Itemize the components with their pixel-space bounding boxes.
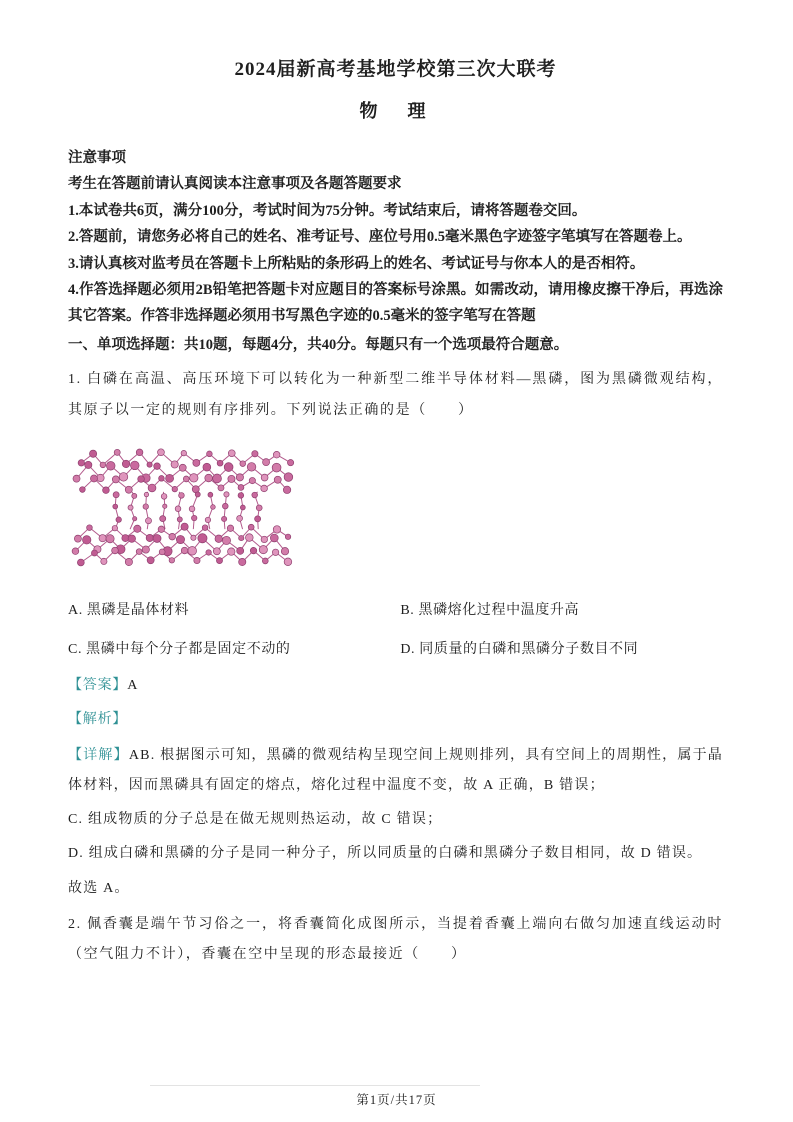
notice-item: 4.作答选择题必须用2B铅笔把答题卡对应题目的答案标号涂黑。如需改动，请用橡皮擦干净后，再选涂其它答案。作答非选择题必须用书写黑色字迹的0.5毫米的签字笔写在答题 bbox=[68, 281, 723, 325]
option-a: A. 黑磷是晶体材料 bbox=[68, 602, 190, 618]
black-phosphorus-structure-figure bbox=[70, 435, 298, 587]
detail-label: 【详解】 bbox=[68, 748, 129, 764]
notice-item: 1.本试卷共6页，满分100分，考试时间为75分钟。考试结束后，请将答题卷交回。 bbox=[68, 202, 587, 219]
subject-title: 物 理 bbox=[359, 101, 432, 121]
question-1-stem: 1. 白磷在高温、高压环境下可以转化为一种新型二维半导体材料—黑磷，图为黑磷微观结构，其原子以一定的规则有序排列。下列说法正确的是（ ） bbox=[68, 372, 723, 418]
question-2-stem: 2. 佩香囊是端午节习俗之一，将香囊简化成图所示，当提着香囊上端向右做匀加速直线运动时（空气阻力不计），香囊在空中呈现的形态最接近（ ） bbox=[68, 916, 723, 963]
detail-paragraph: D. 组成白磷和黑磷的分子是同一种分子，所以同质量的白磷和黑磷分子数目相同，故 D 错误。 bbox=[68, 846, 703, 862]
option-c: C. 黑磷中每个分子都是固定不动的 bbox=[68, 641, 291, 657]
answer-label: 【答案】 bbox=[68, 677, 128, 693]
page-number: 第1页/共17页 bbox=[356, 1093, 437, 1107]
footer-divider bbox=[150, 1085, 480, 1086]
detail-text: AB. 根据图示可知，黑磷的微观结构呈现空间上规则排列，具有空间上的周期性，属于晶体材料，因而黑磷具有固定的熔点，熔化过程中温度不变，故 A 正确，B 错误； bbox=[68, 748, 723, 794]
option-d: D. 同质量的白磷和黑磷分子数目不同 bbox=[400, 641, 639, 657]
analysis-label: 【解析】 bbox=[68, 712, 128, 728]
exam-title: 2024届新高考基地学校第三次大联考 bbox=[234, 59, 557, 80]
analysis-line bbox=[68, 706, 723, 735]
notice-intro: 考生在答题前请认真阅读本注意事项及各题答题要求 bbox=[68, 176, 402, 193]
detail-conclusion: 故选 A。 bbox=[68, 880, 130, 896]
notice-item: 3.请认真核对监考员在答题卡上所粘贴的条形码上的姓名、考试证号与你本人的是否相符。 bbox=[68, 255, 645, 272]
answer-line bbox=[68, 672, 723, 701]
answer-value: A bbox=[127, 677, 139, 693]
detail-paragraph: C. 组成物质的分子总是在做无规则热运动，故 C 错误； bbox=[68, 812, 443, 828]
section-heading: 一、单项选择题：共10题，每题4分，共40分。每题只有一个选项最符合题意。 bbox=[68, 336, 569, 353]
detail-paragraph bbox=[68, 741, 723, 801]
question-1-options bbox=[68, 599, 723, 658]
option-b: B. 黑磷熔化过程中温度升高 bbox=[400, 602, 580, 618]
notice-block bbox=[68, 145, 723, 330]
notice-item: 2.答题前，请您务必将自己的姓名、准考证号、座位号用0.5毫米黑色字迹签字笔填写在答题卷上。 bbox=[68, 229, 692, 246]
molecule-diagram bbox=[70, 435, 298, 587]
notice-heading: 注意事项 bbox=[68, 150, 126, 166]
